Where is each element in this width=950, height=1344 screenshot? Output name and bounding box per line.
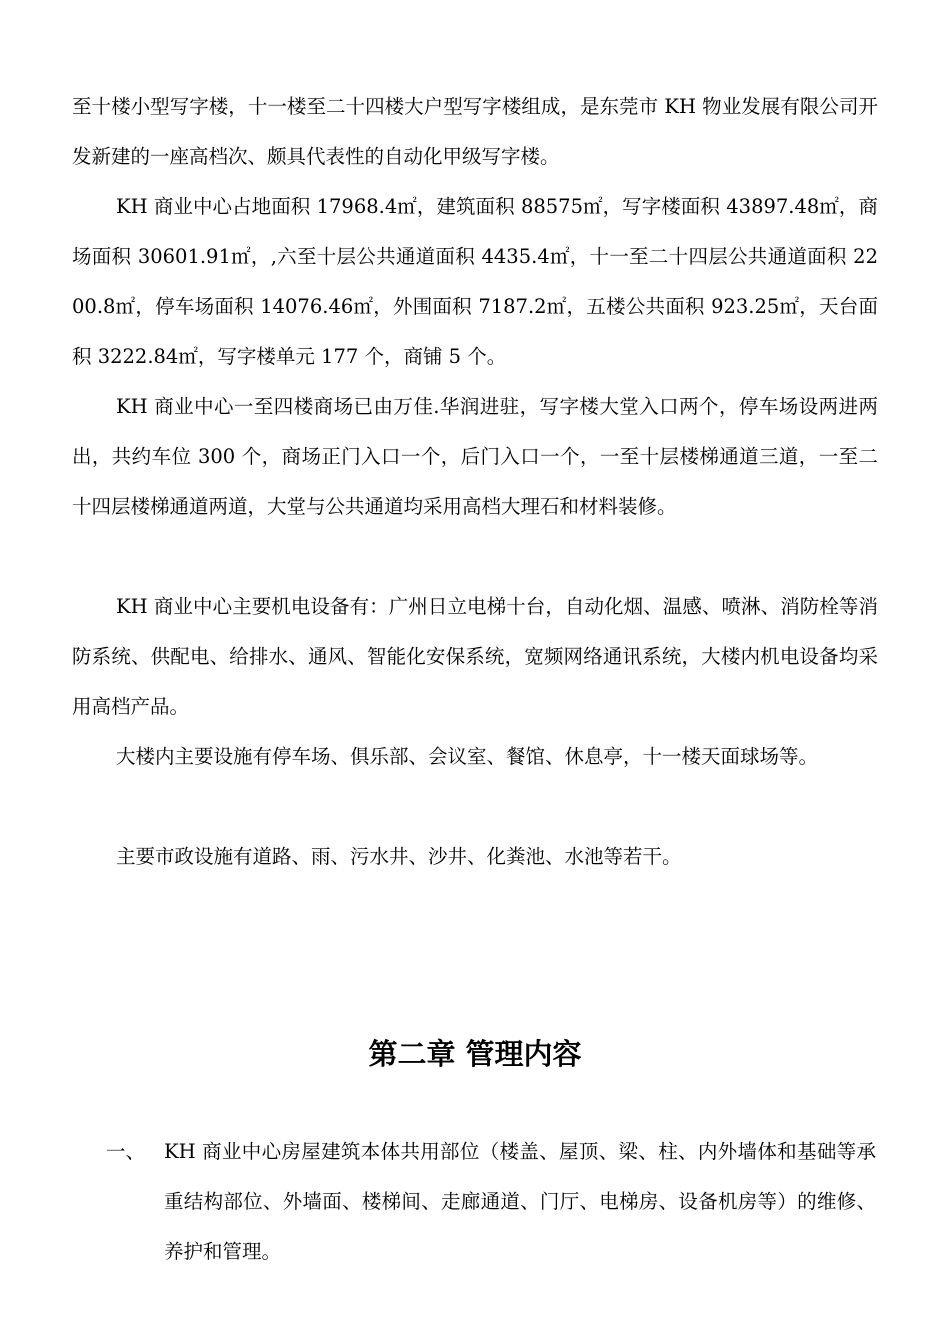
list-item-text: KH 商业中心房屋建筑本体共用部位（楼盖、屋顶、梁、柱、内外墙体和基础等承重结构部位、外墙面、楼梯间、走廊通道、门厅、电梯房、设备机房等）的维修、养护和管理。 (164, 1140, 876, 1263)
list-marker: 一、 (106, 1140, 146, 1163)
paragraph-municipal-facilities: 主要市政设施有道路、雨、污水井、沙井、化粪池、水池等若干。 (116, 845, 682, 868)
chapter-heading: 第二章 管理内容 (368, 1037, 582, 1071)
paragraph-mechanical-equipment: KH 商业中心主要机电设备有：广州日立电梯十台，自动化烟、温感、喷淋、消防栓等消防系统、供配电、给排水、通风、智能化安保系统，宽频网络通讯系统，大楼内机电设备均采用高档产品。 (72, 595, 878, 718)
paragraph-building-composition: 至十楼小型写字楼，十一楼至二十四楼大户型写字楼组成，是东莞市 KH 物业发展有限公司开发新建的一座高档次、颇具代表性的自动化甲级写字楼。 (72, 95, 878, 168)
paragraph-facilities: 大楼内主要设施有停车场、俱乐部、会议室、餐馆、休息亭，十一楼天面球场等。 (116, 745, 819, 768)
paragraph-tenants-and-entrances: KH 商业中心一至四楼商场已由万佳.华润进驻，写字楼大堂入口两个，停车场设两进两出，共约车位 300 个，商场正门入口一个，后门入口一个，一至十层楼梯通道三道，一至二十四层楼梯通道两道，大堂与公共通道均采用高档大理石和材料装修。 (72, 395, 878, 518)
paragraph-area-statistics: KH 商业中心占地面积 17968.4㎡，建筑面积 88575㎡，写字楼面积 43897.48㎡，商场面积 30601.91㎡，,六至十层公共通道面积 4435.4㎡，十一至二十四层公共通道面积 2200.8㎡，停车场面积 14076.46㎡，外围面积 7187.2㎡，五楼公共面积 923.25㎡，天台面积 3222.84㎡，写字楼单元 177 个，商铺 5 个。 (72, 195, 878, 368)
